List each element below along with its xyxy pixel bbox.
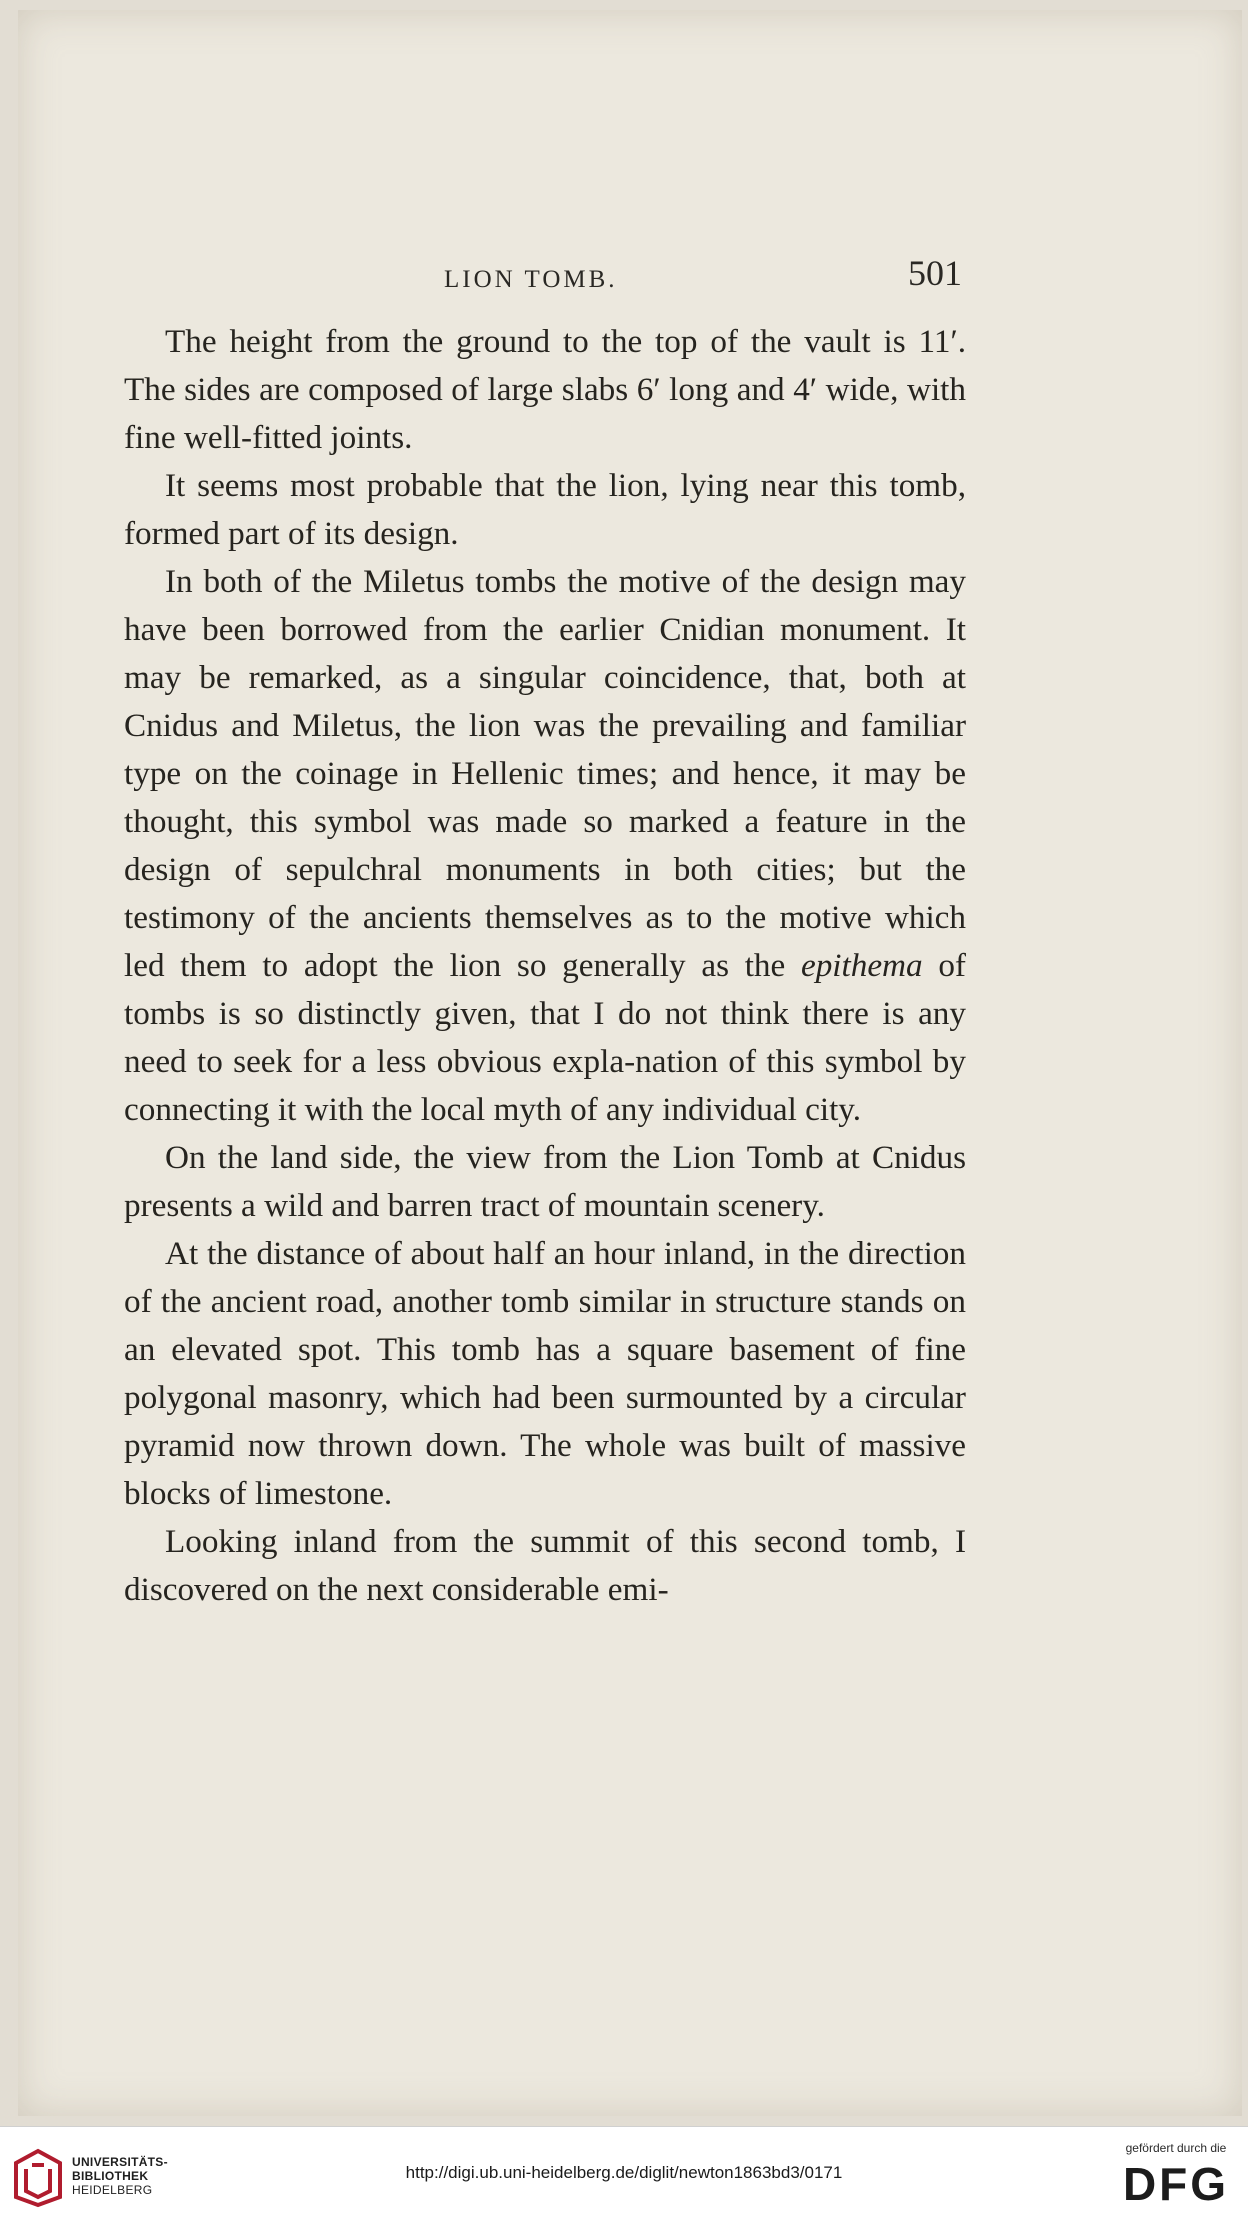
library-name-line: UNIVERSITÄTS- xyxy=(72,2155,168,2169)
paragraph: The height from the ground to the top of the vault is 11′. The sides are composed of large slabs 6′ long and 4′ wide, with fine well-fitted joints. xyxy=(124,323,966,456)
paragraph: It seems most probable that the lion, lying near this tomb, formed part of its design. xyxy=(124,467,966,552)
paragraph-text: of tombs is so distinctly given, that I do not think there is any need to seek for a less obvious expla-nation of this symbol by connecting it with the local myth of any individual city. xyxy=(124,947,966,1128)
library-name-line: BIBLIOTHEK xyxy=(72,2169,149,2183)
paragraph-text: In both of the Miletus tombs the motive of the design may have been borrowed from the earlier Cnidian monument. It may be remarked, as a singular coincidence, that, both at Cnidus and Miletus, the lion was the prevailing and familiar type on the coinage in Hellenic times; and hence, it may be thought, this symbol was made so marked a feature in the design of sepulchral monuments in both cities; but the testimony of the ancients themselves as to the motive which led them to adopt the lion so generally as the xyxy=(124,563,966,984)
page-number: 501 xyxy=(908,253,962,293)
footer-bar xyxy=(0,2126,1248,2222)
permalink-url[interactable]: http://digi.ub.uni-heidelberg.de/diglit/newton1863bd3/0171 xyxy=(405,2163,843,2182)
running-head xyxy=(124,252,970,302)
paragraph: On the land side, the view from the Lion Tomb at Cnidus presents a wild and barren tract of mountain scenery. xyxy=(124,1139,966,1224)
paragraph: Looking inland from the summit of this second tomb, I discovered on the next considerable emi- xyxy=(124,1523,966,1608)
sponsor-label: gefördert durch die xyxy=(1125,2141,1227,2155)
running-title: LION TOMB. xyxy=(444,266,618,293)
sponsor-block[interactable] xyxy=(1116,2141,1236,2209)
paragraph xyxy=(124,558,966,1134)
library-name-line: HEIDELBERG xyxy=(72,2183,153,2197)
body-text xyxy=(124,318,966,1614)
dfg-logo: DFG xyxy=(1122,2158,1230,2210)
paragraph: At the distance of about half an hour inland, in the direction of the ancient road, another tomb similar in structure stands on an elevated spot. This tomb has a square basement of fine polygonal masonry, which had been surmounted by a circular pyramid now thrown down. The whole was built of massive blocks of limestone. xyxy=(124,1235,966,1512)
italic-term: epithema xyxy=(800,947,923,984)
